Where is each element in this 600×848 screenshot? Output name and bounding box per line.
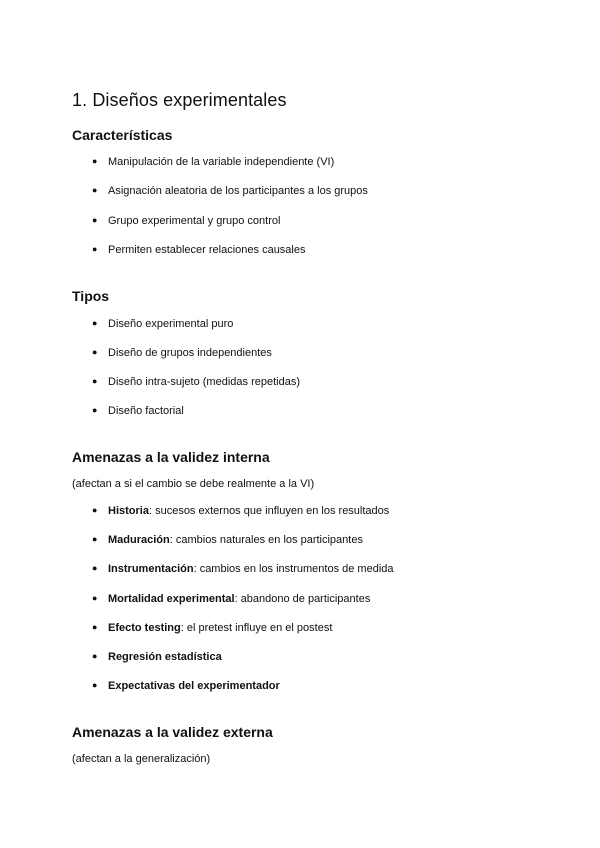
bullet-icon: ● — [92, 318, 98, 328]
note-validez-interna: (afectan a si el cambio se debe realmente a la VI) — [72, 478, 315, 490]
bullet-icon: ● — [92, 215, 98, 225]
list-item: ● Regresión estadística — [92, 651, 222, 663]
list-item: ● Asignación aleatoria de los participantes a los grupos — [92, 185, 368, 197]
heading-validez-interna: Amenazas a la validez interna — [72, 449, 270, 465]
list-item: ● Diseño intra-sujeto (medidas repetidas) — [92, 376, 300, 388]
bullet-icon: ● — [92, 185, 98, 195]
bullet-icon: ● — [92, 563, 98, 573]
bullet-icon: ● — [92, 244, 98, 254]
bullet-icon: ● — [92, 347, 98, 357]
list-item: ● Permiten establecer relaciones causales — [92, 244, 306, 256]
bullet-icon: ● — [92, 534, 98, 544]
list-item: ● Diseño experimental puro — [92, 318, 234, 330]
bullet-icon: ● — [92, 622, 98, 632]
bullet-icon: ● — [92, 651, 98, 661]
bullet-icon: ● — [92, 405, 98, 415]
note-validez-externa: (afectan a la generalización) — [72, 753, 211, 765]
heading-tipos: Tipos — [72, 288, 110, 304]
bullet-icon: ● — [92, 376, 98, 386]
list-item: ● Grupo experimental y grupo control — [92, 215, 281, 227]
list-item: ● Maduración: cambios naturales en los participantes — [92, 534, 363, 546]
list-item: ● Diseño factorial — [92, 405, 184, 417]
heading-caracteristicas: Características — [72, 127, 173, 143]
list-item: ● Mortalidad experimental: abandono de participantes — [92, 593, 371, 605]
list-item: ● Instrumentación: cambios en los instrumentos de medida — [92, 563, 394, 575]
heading-validez-externa: Amenazas a la validez externa — [72, 724, 273, 740]
list-item: ● Efecto testing: el pretest influye en el postest — [92, 622, 333, 634]
page-title: 1. Diseños experimentales — [72, 90, 287, 110]
list-item: ● Diseño de grupos independientes — [92, 347, 272, 359]
bullet-icon: ● — [92, 505, 98, 515]
list-item: ● Historia: sucesos externos que influyen en los resultados — [92, 505, 390, 517]
list-item: ● Manipulación de la variable independiente (VI) — [92, 156, 335, 168]
list-item: ● Expectativas del experimentador — [92, 680, 280, 692]
bullet-icon: ● — [92, 156, 98, 166]
bullet-icon: ● — [92, 593, 98, 603]
bullet-icon: ● — [92, 680, 98, 690]
